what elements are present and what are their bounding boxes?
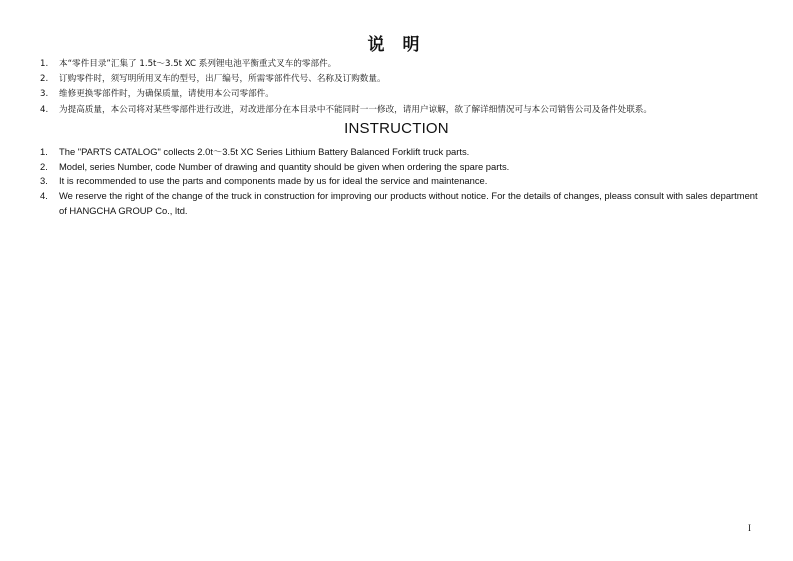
list-item bbox=[40, 103, 760, 118]
list-item bbox=[40, 72, 760, 87]
list-item-number: 2. bbox=[40, 74, 49, 85]
list-item bbox=[40, 174, 760, 189]
list-item-text: The "PARTS CATALOG" collects 2.0t～3.5t XC Series Lithium Battery Balanced Forklift truck parts. bbox=[59, 146, 470, 157]
list-item-number: 3. bbox=[40, 175, 48, 187]
list-item-text: It is recommended to use the parts and components made by us for ideal the service and maintenance. bbox=[59, 175, 488, 187]
list-item-text: 订购零件时，须写明所用叉车的型号，出厂编号，所需零部件代号、名称及订购数量。 bbox=[59, 74, 386, 85]
instruction-list-english bbox=[40, 145, 760, 219]
page-number: I bbox=[748, 523, 751, 533]
list-item bbox=[40, 145, 760, 160]
list-item-number: 3. bbox=[40, 89, 49, 100]
page-title-chinese: 说 明 bbox=[367, 35, 426, 55]
list-item bbox=[40, 87, 760, 102]
list-item-text: 本“零件目录”汇集了 1.5t～3.5t XC 系列锂电池平衡重式叉车的零部件。 bbox=[59, 59, 337, 69]
list-item-text: 为提高质量，本公司将对某些零部件进行改进，对改进部分在本目录中不能同时一一修改，请用户谅解，欲了解详细情况可与本公司销售公司及备件处联系。 bbox=[59, 104, 652, 115]
list-item-number: 2. bbox=[40, 160, 48, 172]
list-item-number: 1. bbox=[40, 59, 49, 69]
page-title-english: INSTRUCTION bbox=[344, 120, 449, 137]
list-item-text: Model, series Number, code Number of drawing and quantity should be given when ordering the spare parts. bbox=[59, 160, 510, 172]
list-item-number: 4. bbox=[40, 104, 49, 115]
list-item bbox=[40, 160, 760, 175]
list-item bbox=[40, 57, 760, 72]
list-item bbox=[40, 189, 760, 218]
list-item-number: 1. bbox=[40, 146, 48, 157]
list-item-number: 4. bbox=[40, 190, 48, 202]
list-item-text: 维修更换零部件时，为确保质量，请使用本公司零部件。 bbox=[59, 89, 274, 100]
instruction-list-chinese bbox=[40, 57, 760, 118]
list-item-text: We reserve the right of the change of the truck in construction for improving our products without notice. For the details of changes, pleass consult with sales department of HANGCHA GROUP Co., ltd. bbox=[59, 190, 758, 216]
